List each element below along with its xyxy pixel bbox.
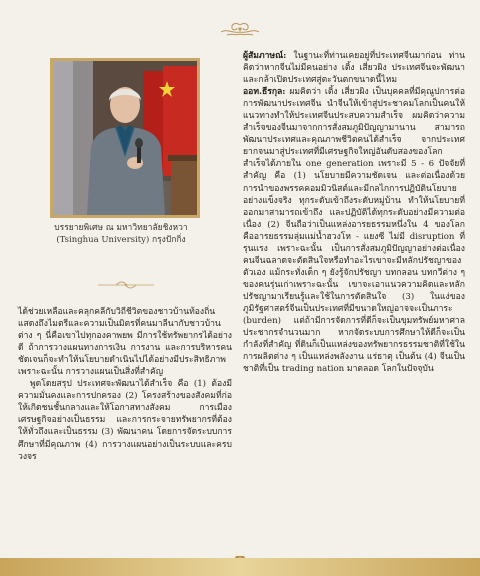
footer-band	[0, 558, 480, 576]
speaker-photo	[53, 61, 197, 215]
answer-text: ผมคิดว่า เติ้ง เสี่ยวผิง เป็นบุคคลที่มีคุณูปการต่อการพัฒนาประเทศจีน นำจีนให้เข้าสู่ประชาคมโลกเป็นคนให้แนวทางทำให้ประเทศจีนประสบความสำเร็จ ผมคิดว่าความสำเร็จของจีนมาจากการสั่งสมภูมิปัญญามานาน สามารถพัฒนาประเทศและคุณภาพชีวิตคนได้สำเร็จ จากประเทศยากจนมาสู่ประเทศที่มีเศรษฐกิจใหญ่อันดับสองของโลกสำเร็จได้ภายใน one generation เพราะมี 5 - 6 ปัจจัยที่สำคัญ คือ (1) นโยบายมีความชัดเจน และต่อเนื่องด้วยการนำของพรรคคอมมิวนิสต์และมีกลไกการปฏิบัตินโยบายอย่างแข็งจริง ทุกระดับเข้าถึงระดับหมู่บ้าน ทำให้นโยบายที่ออกมาสามารถเข้าถึง และปฏิบัติได้ทุกระดับอย่างมีความต่อเนื่อง (2) จีนถือว่าเป็นแหล่งอารยธรรมหนึ่งใน 4 ของโลก คืออารยธรรมลุ่มแม่น้ำฮวงโห - แยงซี ไม่มี disruption ที่รุนแรง เพราะฉะนั้น เป็นการสั่งสมภูมิปัญญาอย่างต่อเนื่อง คนจีนฉลาดจะตัดสินใจหรือทำอะไรเขาจะมีหลักปรัชญาของตัวเอง แม้กระทั่งเด็ก ๆ ยังรู้จักปรัชญา บทกลอน บทกวีต่าง ๆ ของคนรุ่นเก่าเพราะฉะนั้น เขาจะเอาแนวความคิดและหลักปรัชญามาเรียนรู้และใช้ในการตัดสินใจ (3) ในแง่ของภูมิรัฐศาสตร์จีนเป็นประเทศที่มีขนาดใหญ่อาจจะเป็นภาระ (burden) แต่ถ้ามีการจัดการที่ดีก็จะเป็นขุมทรัพย์มหาศาล ประชากรจำนวนมาก หากจัดระบบการศึกษาให้ดีก็จะเป็นกำลังที่สำคัญ ที่ดินก็เป็นแหล่งของทรัพยากรธรรมชาติที่ใช้ในการผลิตต่าง ๆ เป็นแหล่งพลังงาน แร่ธาตุ เป็นต้น (4) จีนเป็นชาติที่เป็น trading nation มาตลอด โลกในปัจจุบัน	[243, 87, 465, 375]
interview-column	[243, 50, 465, 375]
ambassador-label: ออท.ธีรกุล:	[243, 87, 286, 98]
left-body-column	[18, 306, 232, 463]
caption-line-1: บรรยายพิเศษ ณ มหาวิทยาลัยชิงหวา	[54, 223, 188, 233]
ambassador-answer	[243, 86, 465, 375]
question-text: ในฐานะที่ท่านเคยอยู่ที่ประเทศจีนมาก่อน ท่านคิดว่าหากจีนไม่มีคนอย่าง เติ้ง เสี่ยวผิง ประเทศจีนจะพัฒนาและกล้าเปิดประเทศสู่ตะวันตกขนาดนี้ไหม	[243, 51, 465, 86]
interviewer-label: ผู้สัมภาษณ์:	[243, 51, 287, 61]
caption-line-2: (Tsinghua University) กรุงปักกิ่ง	[56, 235, 186, 245]
speaker-photo-frame	[50, 58, 200, 218]
body-paragraph-2: พูดโดยสรุป ประเทศจะพัฒนาได้สำเร็จ คือ (1) ต้องมีความมั่นคงและการปกครอง (2) โครงสร้างของสังคมที่ก่อให้เกิดชนชั้นกลางและให้โอกาสทางสังคม การเมือง เศรษฐกิจอย่างเป็นธรรม และการกระจายทรัพยากรที่ต้องให้ทั่วถึงและเป็นธรรม (3) พัฒนาคน โดยการจัดระบบการศึกษาที่มีคุณภาพ (4) การวางแผนอย่างเป็นระบบและครบวงจร	[18, 379, 232, 462]
body-paragraph-1: ได้ช่วยเหลือและคลุกคลีกับวิถีชีวิตของชาวบ้านท้องถิ่น แสดงถึงไมตรีและความเป็นมิตรที่คนมาลีนากับชาวบ้านต่าง ๆ นี่คือเขาไปทุกองคาพยพ มีการใช้ทรัพยากรได้อย่างดี ถ้าการวางแผนทางการเงิน การงาน และการบริหารคนชัดเจนก็จะทำให้นโยบายดำเนินไปได้อย่างมีประสิทธิภาพ เพราะฉะนั้น การวางแผนเป็นสิ่งที่สำคัญ	[18, 307, 232, 378]
photo-caption	[20, 222, 222, 246]
section-divider-icon	[94, 281, 158, 289]
top-ornament-icon	[219, 22, 261, 38]
interviewer-question	[243, 50, 465, 86]
